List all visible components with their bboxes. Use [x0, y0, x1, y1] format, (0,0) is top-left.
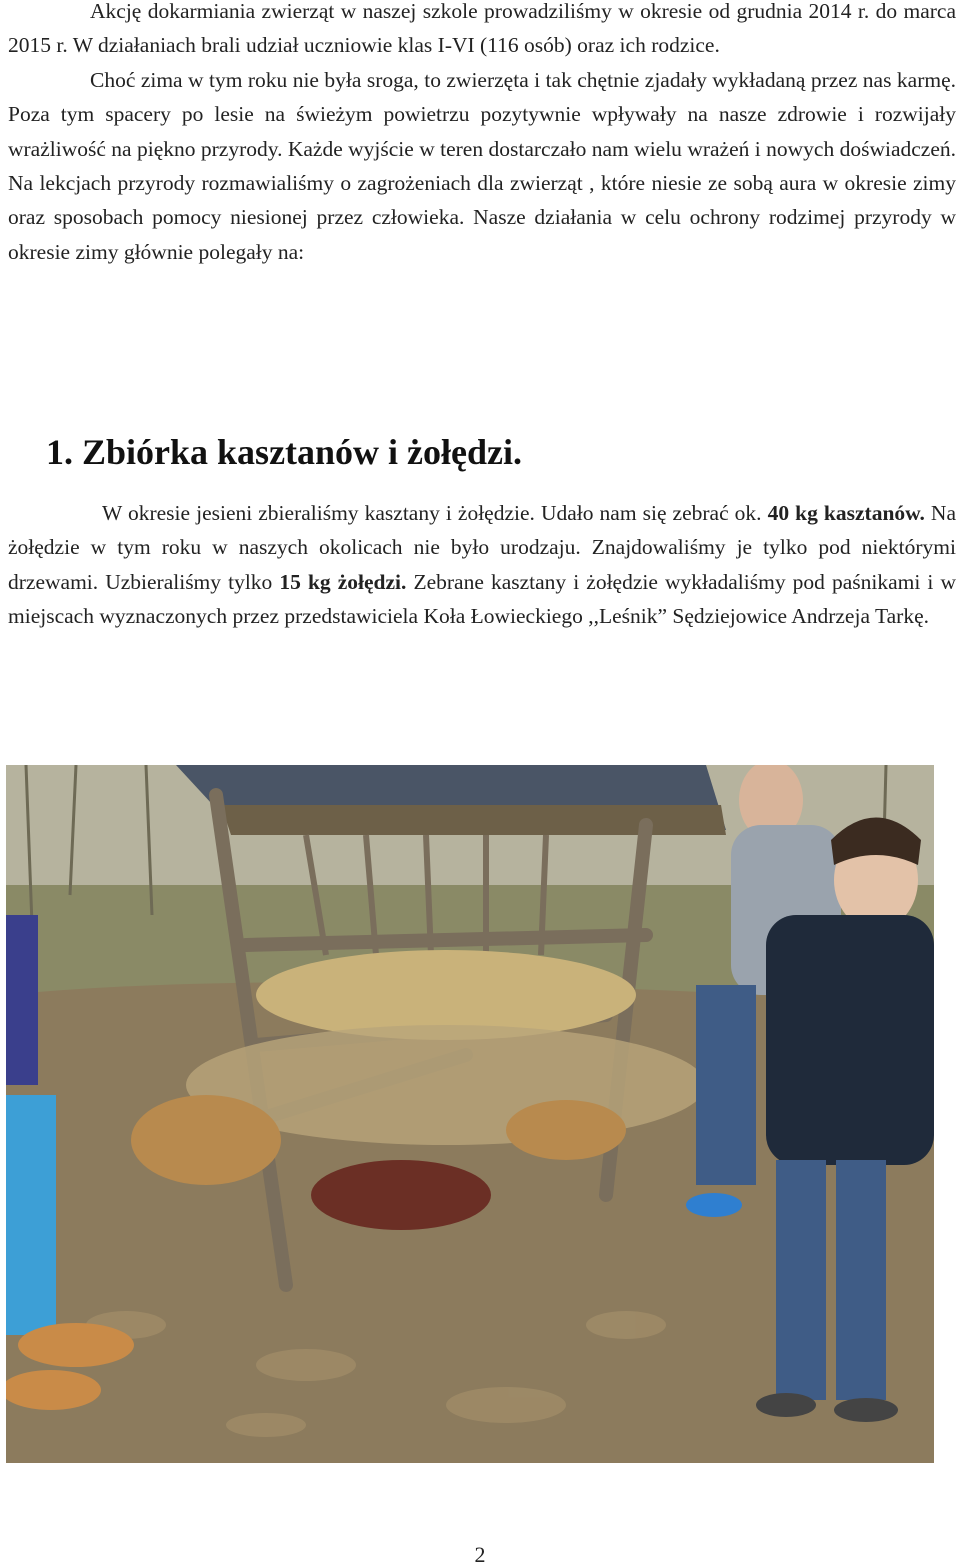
intro-line-1: Akcję dokarmiania zwierząt w naszej szkole prowadziliśmy w okresie od grudnia 2014 r. do marca 2015 r. W działaniach brali udział uczniowie klas I-VI (116 osób) oraz ich rodzice.: [8, 0, 956, 58]
section-heading: 1. Zbiórka kasztanów i żołędzi.: [46, 432, 523, 472]
chestnut-amount: 40 kg kasztanów.: [767, 501, 925, 525]
intro-paragraph: [8, 0, 956, 269]
page-number: 2: [474, 1542, 486, 1567]
section-text-1: W okresie jesieni zbieraliśmy kasztany i żołędzie. Udało nam się zebrać ok.: [102, 501, 762, 525]
section-text-3: Zebrane kasztany i żołędzie wykładaliśmy pod paśnikami i w miejscach wyznaczonych przez przedstawiciela Koła Łowieckiego ,,Leśnik” Sędziejowice Andrzeja Tarkę.: [8, 569, 956, 629]
section-paragraph: [8, 496, 956, 634]
section-text-2: Na żołędzie w tym roku w naszych okolicach nie było urodzaju. Znajdowaliśmy je tylko pod niektórymi drzewami. Uzbieraliśmy tylko: [8, 501, 956, 594]
intro-line-2: Choć zima w tym roku nie była sroga, to zwierzęta i tak chętnie zjadały wykładaną przez nas karmę. Poza tym spacery po lesie na świeżym powietrzu pozytywnie wpływały na nasze zdrowie i rozwijały wrażliwość na piękno przyrody. Każde wyjście w teren dostarczało nam wielu wrażeń i nowych doświadczeń. Na lekcjach przyrody rozmawialiśmy o zagrożeniach dla zwierząt , które niesie ze sobą aura w okresie zimy oraz sposobach pomocy niesionej przez człowieka. Nasze działania w celu ochrony rodzimej przyrody w okresie zimy głównie polegały na:: [8, 67, 956, 264]
acorn-amount: 15 kg żołędzi.: [279, 569, 407, 594]
feeder-photo-illustration: [6, 765, 934, 1463]
feeder-photo: [6, 765, 934, 1463]
